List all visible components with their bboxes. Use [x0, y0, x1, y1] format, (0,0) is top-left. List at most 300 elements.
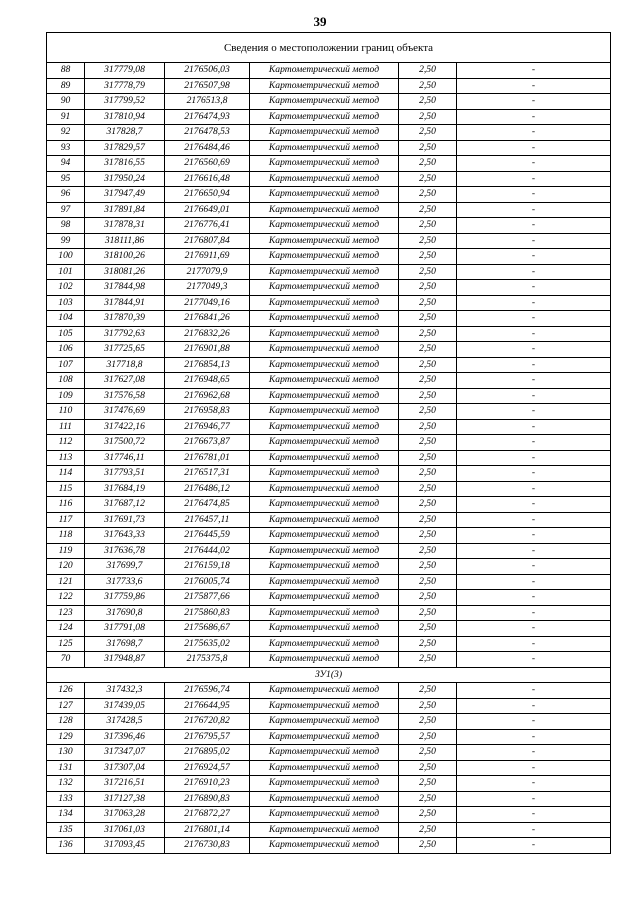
point-number-cell: 88	[47, 63, 85, 79]
x-coordinate-cell: 317950,24	[85, 171, 165, 187]
method-cell: Картометрический метод	[250, 171, 399, 187]
table-row	[47, 94, 611, 110]
point-number-cell: 117	[47, 512, 85, 528]
accuracy-cell: 2,50	[399, 311, 457, 327]
accuracy-cell: 2,50	[399, 357, 457, 373]
description-cell: -	[457, 388, 611, 404]
method-cell: Картометрический метод	[250, 683, 399, 699]
y-coordinate-cell: 2177049,16	[165, 295, 250, 311]
table-row	[47, 326, 611, 342]
y-coordinate-cell: 2176890,83	[165, 791, 250, 807]
method-cell: Картометрический метод	[250, 776, 399, 792]
point-number-cell: 121	[47, 574, 85, 590]
description-cell: -	[457, 481, 611, 497]
x-coordinate-cell: 317828,7	[85, 125, 165, 141]
description-cell: -	[457, 342, 611, 358]
x-coordinate-cell: 317733,6	[85, 574, 165, 590]
accuracy-cell: 2,50	[399, 729, 457, 745]
y-coordinate-cell: 2176958,83	[165, 404, 250, 420]
point-number-cell: 99	[47, 233, 85, 249]
y-coordinate-cell: 2175375,8	[165, 652, 250, 668]
accuracy-cell: 2,50	[399, 249, 457, 265]
description-cell: -	[457, 249, 611, 265]
x-coordinate-cell: 317643,33	[85, 528, 165, 544]
table-row	[47, 63, 611, 79]
x-coordinate-cell: 317746,11	[85, 450, 165, 466]
point-number-cell: 118	[47, 528, 85, 544]
x-coordinate-cell: 317347,07	[85, 745, 165, 761]
x-coordinate-cell: 317690,8	[85, 605, 165, 621]
method-cell: Картометрический метод	[250, 326, 399, 342]
point-number-cell: 108	[47, 373, 85, 389]
point-number-cell: 136	[47, 838, 85, 854]
description-cell: -	[457, 94, 611, 110]
point-number-cell: 125	[47, 636, 85, 652]
y-coordinate-cell: 2176478,53	[165, 125, 250, 141]
table-row	[47, 760, 611, 776]
x-coordinate-cell: 317687,12	[85, 497, 165, 513]
x-coordinate-cell: 317500,72	[85, 435, 165, 451]
method-cell: Картометрический метод	[250, 807, 399, 823]
y-coordinate-cell: 2176513,8	[165, 94, 250, 110]
method-cell: Картометрический метод	[250, 295, 399, 311]
y-coordinate-cell: 2176644,95	[165, 698, 250, 714]
x-coordinate-cell: 318081,26	[85, 264, 165, 280]
accuracy-cell: 2,50	[399, 140, 457, 156]
description-cell: -	[457, 450, 611, 466]
description-cell: -	[457, 807, 611, 823]
x-coordinate-cell: 318100,26	[85, 249, 165, 265]
method-cell: Картометрический метод	[250, 404, 399, 420]
table-row	[47, 481, 611, 497]
x-coordinate-cell: 317793,51	[85, 466, 165, 482]
description-cell: -	[457, 202, 611, 218]
table-row	[47, 373, 611, 389]
point-number-cell: 133	[47, 791, 85, 807]
description-cell: -	[457, 543, 611, 559]
point-number-cell: 111	[47, 419, 85, 435]
point-number-cell: 122	[47, 590, 85, 606]
accuracy-cell: 2,50	[399, 94, 457, 110]
description-cell: -	[457, 78, 611, 94]
table-row	[47, 357, 611, 373]
point-number-cell: 92	[47, 125, 85, 141]
accuracy-cell: 2,50	[399, 295, 457, 311]
point-number-cell: 70	[47, 652, 85, 668]
accuracy-cell: 2,50	[399, 559, 457, 575]
method-cell: Картометрический метод	[250, 388, 399, 404]
point-number-cell: 128	[47, 714, 85, 730]
table-row	[47, 295, 611, 311]
x-coordinate-cell: 318111,86	[85, 233, 165, 249]
x-coordinate-cell: 317093,45	[85, 838, 165, 854]
description-cell: -	[457, 605, 611, 621]
description-cell: -	[457, 435, 611, 451]
accuracy-cell: 2,50	[399, 280, 457, 296]
description-cell: -	[457, 497, 611, 513]
table-row	[47, 807, 611, 823]
accuracy-cell: 2,50	[399, 714, 457, 730]
point-number-cell: 97	[47, 202, 85, 218]
y-coordinate-cell: 2176650,94	[165, 187, 250, 203]
table-row	[47, 745, 611, 761]
method-cell: Картометрический метод	[250, 636, 399, 652]
table-row	[47, 187, 611, 203]
table-title: Сведения о местоположении границ объекта	[47, 33, 611, 63]
y-coordinate-cell: 2176507,98	[165, 78, 250, 94]
table-row	[47, 171, 611, 187]
x-coordinate-cell: 317636,78	[85, 543, 165, 559]
table-row	[47, 822, 611, 838]
y-coordinate-cell: 2175686,67	[165, 621, 250, 637]
point-number-cell: 119	[47, 543, 85, 559]
method-cell: Картометрический метод	[250, 187, 399, 203]
method-cell: Картометрический метод	[250, 791, 399, 807]
method-cell: Картометрический метод	[250, 559, 399, 575]
y-coordinate-cell: 2176948,65	[165, 373, 250, 389]
x-coordinate-cell: 317816,55	[85, 156, 165, 172]
x-coordinate-cell: 317307,04	[85, 760, 165, 776]
accuracy-cell: 2,50	[399, 776, 457, 792]
method-cell: Картометрический метод	[250, 109, 399, 125]
description-cell: -	[457, 822, 611, 838]
point-number-cell: 127	[47, 698, 85, 714]
y-coordinate-cell: 2176486,12	[165, 481, 250, 497]
point-number-cell: 94	[47, 156, 85, 172]
method-cell: Картометрический метод	[250, 202, 399, 218]
point-number-cell: 95	[47, 171, 85, 187]
x-coordinate-cell: 317422,16	[85, 419, 165, 435]
x-coordinate-cell: 317844,98	[85, 280, 165, 296]
accuracy-cell: 2,50	[399, 543, 457, 559]
method-cell: Картометрический метод	[250, 233, 399, 249]
point-number-cell: 112	[47, 435, 85, 451]
description-cell: -	[457, 187, 611, 203]
x-coordinate-cell: 317829,57	[85, 140, 165, 156]
table-title-row	[47, 33, 611, 63]
table-row	[47, 419, 611, 435]
method-cell: Картометрический метод	[250, 94, 399, 110]
table-row	[47, 605, 611, 621]
method-cell: Картометрический метод	[250, 357, 399, 373]
method-cell: Картометрический метод	[250, 342, 399, 358]
method-cell: Картометрический метод	[250, 590, 399, 606]
method-cell: Картометрический метод	[250, 249, 399, 265]
table-row	[47, 249, 611, 265]
table-row	[47, 450, 611, 466]
section-label: ЗУ1(3)	[47, 667, 611, 683]
accuracy-cell: 2,50	[399, 218, 457, 234]
table-row	[47, 838, 611, 854]
accuracy-cell: 2,50	[399, 63, 457, 79]
description-cell: -	[457, 63, 611, 79]
table-row	[47, 559, 611, 575]
description-cell: -	[457, 373, 611, 389]
method-cell: Картометрический метод	[250, 574, 399, 590]
table-row	[47, 109, 611, 125]
method-cell: Картометрический метод	[250, 745, 399, 761]
y-coordinate-cell: 2176474,93	[165, 109, 250, 125]
description-cell: -	[457, 404, 611, 420]
point-number-cell: 100	[47, 249, 85, 265]
accuracy-cell: 2,50	[399, 373, 457, 389]
accuracy-cell: 2,50	[399, 388, 457, 404]
accuracy-cell: 2,50	[399, 497, 457, 513]
accuracy-cell: 2,50	[399, 264, 457, 280]
table-row	[47, 574, 611, 590]
point-number-cell: 135	[47, 822, 85, 838]
x-coordinate-cell: 317691,73	[85, 512, 165, 528]
accuracy-cell: 2,50	[399, 404, 457, 420]
y-coordinate-cell: 2176444,02	[165, 543, 250, 559]
method-cell: Картометрический метод	[250, 140, 399, 156]
description-cell: -	[457, 776, 611, 792]
accuracy-cell: 2,50	[399, 605, 457, 621]
method-cell: Картометрический метод	[250, 264, 399, 280]
accuracy-cell: 2,50	[399, 528, 457, 544]
method-cell: Картометрический метод	[250, 435, 399, 451]
description-cell: -	[457, 745, 611, 761]
description-cell: -	[457, 636, 611, 652]
accuracy-cell: 2,50	[399, 171, 457, 187]
y-coordinate-cell: 2176596,74	[165, 683, 250, 699]
y-coordinate-cell: 2176474,85	[165, 497, 250, 513]
point-number-cell: 132	[47, 776, 85, 792]
x-coordinate-cell: 317216,51	[85, 776, 165, 792]
description-cell: -	[457, 295, 611, 311]
y-coordinate-cell: 2176924,57	[165, 760, 250, 776]
point-number-cell: 93	[47, 140, 85, 156]
description-cell: -	[457, 466, 611, 482]
point-number-cell: 98	[47, 218, 85, 234]
point-number-cell: 129	[47, 729, 85, 745]
method-cell: Картометрический метод	[250, 450, 399, 466]
description-cell: -	[457, 838, 611, 854]
table-row	[47, 729, 611, 745]
point-number-cell: 134	[47, 807, 85, 823]
accuracy-cell: 2,50	[399, 621, 457, 637]
table-row	[47, 497, 611, 513]
table-row	[47, 202, 611, 218]
point-number-cell: 116	[47, 497, 85, 513]
y-coordinate-cell: 2176911,69	[165, 249, 250, 265]
y-coordinate-cell: 2176517,31	[165, 466, 250, 482]
y-coordinate-cell: 2176895,02	[165, 745, 250, 761]
y-coordinate-cell: 2176781,01	[165, 450, 250, 466]
x-coordinate-cell: 317870,39	[85, 311, 165, 327]
point-number-cell: 91	[47, 109, 85, 125]
y-coordinate-cell: 2176159,18	[165, 559, 250, 575]
method-cell: Картометрический метод	[250, 78, 399, 94]
point-number-cell: 113	[47, 450, 85, 466]
point-number-cell: 130	[47, 745, 85, 761]
y-coordinate-cell: 2176901,88	[165, 342, 250, 358]
table-row	[47, 233, 611, 249]
description-cell: -	[457, 171, 611, 187]
method-cell: Картометрический метод	[250, 714, 399, 730]
y-coordinate-cell: 2175635,02	[165, 636, 250, 652]
description-cell: -	[457, 419, 611, 435]
y-coordinate-cell: 2176872,27	[165, 807, 250, 823]
y-coordinate-cell: 2176445,59	[165, 528, 250, 544]
table-row	[47, 543, 611, 559]
point-number-cell: 102	[47, 280, 85, 296]
accuracy-cell: 2,50	[399, 435, 457, 451]
method-cell: Картометрический метод	[250, 729, 399, 745]
description-cell: -	[457, 125, 611, 141]
y-coordinate-cell: 2176730,83	[165, 838, 250, 854]
method-cell: Картометрический метод	[250, 373, 399, 389]
x-coordinate-cell: 317878,31	[85, 218, 165, 234]
accuracy-cell: 2,50	[399, 574, 457, 590]
accuracy-cell: 2,50	[399, 342, 457, 358]
accuracy-cell: 2,50	[399, 590, 457, 606]
x-coordinate-cell: 317063,28	[85, 807, 165, 823]
table-row	[47, 78, 611, 94]
y-coordinate-cell: 2176457,11	[165, 512, 250, 528]
table-row	[47, 156, 611, 172]
accuracy-cell: 2,50	[399, 156, 457, 172]
table-row	[47, 636, 611, 652]
description-cell: -	[457, 698, 611, 714]
accuracy-cell: 2,50	[399, 698, 457, 714]
method-cell: Картометрический метод	[250, 528, 399, 544]
accuracy-cell: 2,50	[399, 636, 457, 652]
accuracy-cell: 2,50	[399, 233, 457, 249]
accuracy-cell: 2,50	[399, 125, 457, 141]
x-coordinate-cell: 317476,69	[85, 404, 165, 420]
x-coordinate-cell: 317428,5	[85, 714, 165, 730]
accuracy-cell: 2,50	[399, 450, 457, 466]
y-coordinate-cell: 2176616,48	[165, 171, 250, 187]
y-coordinate-cell: 2175877,66	[165, 590, 250, 606]
x-coordinate-cell: 317699,7	[85, 559, 165, 575]
x-coordinate-cell: 317439,05	[85, 698, 165, 714]
y-coordinate-cell: 2176795,57	[165, 729, 250, 745]
x-coordinate-cell: 317844,91	[85, 295, 165, 311]
x-coordinate-cell: 317432,3	[85, 683, 165, 699]
accuracy-cell: 2,50	[399, 78, 457, 94]
method-cell: Картометрический метод	[250, 125, 399, 141]
accuracy-cell: 2,50	[399, 683, 457, 699]
description-cell: -	[457, 233, 611, 249]
x-coordinate-cell: 317799,52	[85, 94, 165, 110]
point-number-cell: 104	[47, 311, 85, 327]
description-cell: -	[457, 109, 611, 125]
method-cell: Картометрический метод	[250, 621, 399, 637]
point-number-cell: 124	[47, 621, 85, 637]
method-cell: Картометрический метод	[250, 218, 399, 234]
y-coordinate-cell: 2176832,26	[165, 326, 250, 342]
table-row	[47, 125, 611, 141]
x-coordinate-cell: 317759,86	[85, 590, 165, 606]
x-coordinate-cell: 317891,84	[85, 202, 165, 218]
y-coordinate-cell: 2176484,46	[165, 140, 250, 156]
y-coordinate-cell: 2175860,83	[165, 605, 250, 621]
point-number-cell: 131	[47, 760, 85, 776]
point-number-cell: 115	[47, 481, 85, 497]
method-cell: Картометрический метод	[250, 760, 399, 776]
description-cell: -	[457, 791, 611, 807]
method-cell: Картометрический метод	[250, 481, 399, 497]
x-coordinate-cell: 317127,38	[85, 791, 165, 807]
table-row	[47, 404, 611, 420]
x-coordinate-cell: 317698,7	[85, 636, 165, 652]
accuracy-cell: 2,50	[399, 202, 457, 218]
section-row	[47, 667, 611, 683]
table-row	[47, 590, 611, 606]
accuracy-cell: 2,50	[399, 481, 457, 497]
description-cell: -	[457, 714, 611, 730]
method-cell: Картометрический метод	[250, 652, 399, 668]
method-cell: Картометрический метод	[250, 497, 399, 513]
method-cell: Картометрический метод	[250, 63, 399, 79]
y-coordinate-cell: 2176962,68	[165, 388, 250, 404]
description-cell: -	[457, 760, 611, 776]
accuracy-cell: 2,50	[399, 807, 457, 823]
table-row	[47, 776, 611, 792]
y-coordinate-cell: 2176720,82	[165, 714, 250, 730]
accuracy-cell: 2,50	[399, 109, 457, 125]
description-cell: -	[457, 559, 611, 575]
x-coordinate-cell: 317576,58	[85, 388, 165, 404]
accuracy-cell: 2,50	[399, 419, 457, 435]
x-coordinate-cell: 317948,87	[85, 652, 165, 668]
point-number-cell: 126	[47, 683, 85, 699]
table-row	[47, 528, 611, 544]
table-row	[47, 388, 611, 404]
description-cell: -	[457, 311, 611, 327]
y-coordinate-cell: 2177079,9	[165, 264, 250, 280]
point-number-cell: 109	[47, 388, 85, 404]
y-coordinate-cell: 2176854,13	[165, 357, 250, 373]
method-cell: Картометрический метод	[250, 698, 399, 714]
description-cell: -	[457, 512, 611, 528]
table-row	[47, 342, 611, 358]
point-number-cell: 89	[47, 78, 85, 94]
description-cell: -	[457, 140, 611, 156]
table-row	[47, 140, 611, 156]
accuracy-cell: 2,50	[399, 512, 457, 528]
point-number-cell: 90	[47, 94, 85, 110]
x-coordinate-cell: 317396,46	[85, 729, 165, 745]
point-number-cell: 105	[47, 326, 85, 342]
point-number-cell: 103	[47, 295, 85, 311]
method-cell: Картометрический метод	[250, 512, 399, 528]
y-coordinate-cell: 2176946,77	[165, 419, 250, 435]
description-cell: -	[457, 652, 611, 668]
accuracy-cell: 2,50	[399, 652, 457, 668]
x-coordinate-cell: 317779,08	[85, 63, 165, 79]
description-cell: -	[457, 218, 611, 234]
point-number-cell: 123	[47, 605, 85, 621]
description-cell: -	[457, 156, 611, 172]
method-cell: Картометрический метод	[250, 466, 399, 482]
method-cell: Картометрический метод	[250, 311, 399, 327]
accuracy-cell: 2,50	[399, 838, 457, 854]
y-coordinate-cell: 2177049,3	[165, 280, 250, 296]
boundary-coordinates-table	[46, 32, 611, 854]
table-row	[47, 683, 611, 699]
description-cell: -	[457, 574, 611, 590]
table-row	[47, 512, 611, 528]
description-cell: -	[457, 683, 611, 699]
description-cell: -	[457, 621, 611, 637]
point-number-cell: 101	[47, 264, 85, 280]
method-cell: Картометрический метод	[250, 838, 399, 854]
table-row	[47, 791, 611, 807]
page-number: 39	[313, 14, 327, 29]
